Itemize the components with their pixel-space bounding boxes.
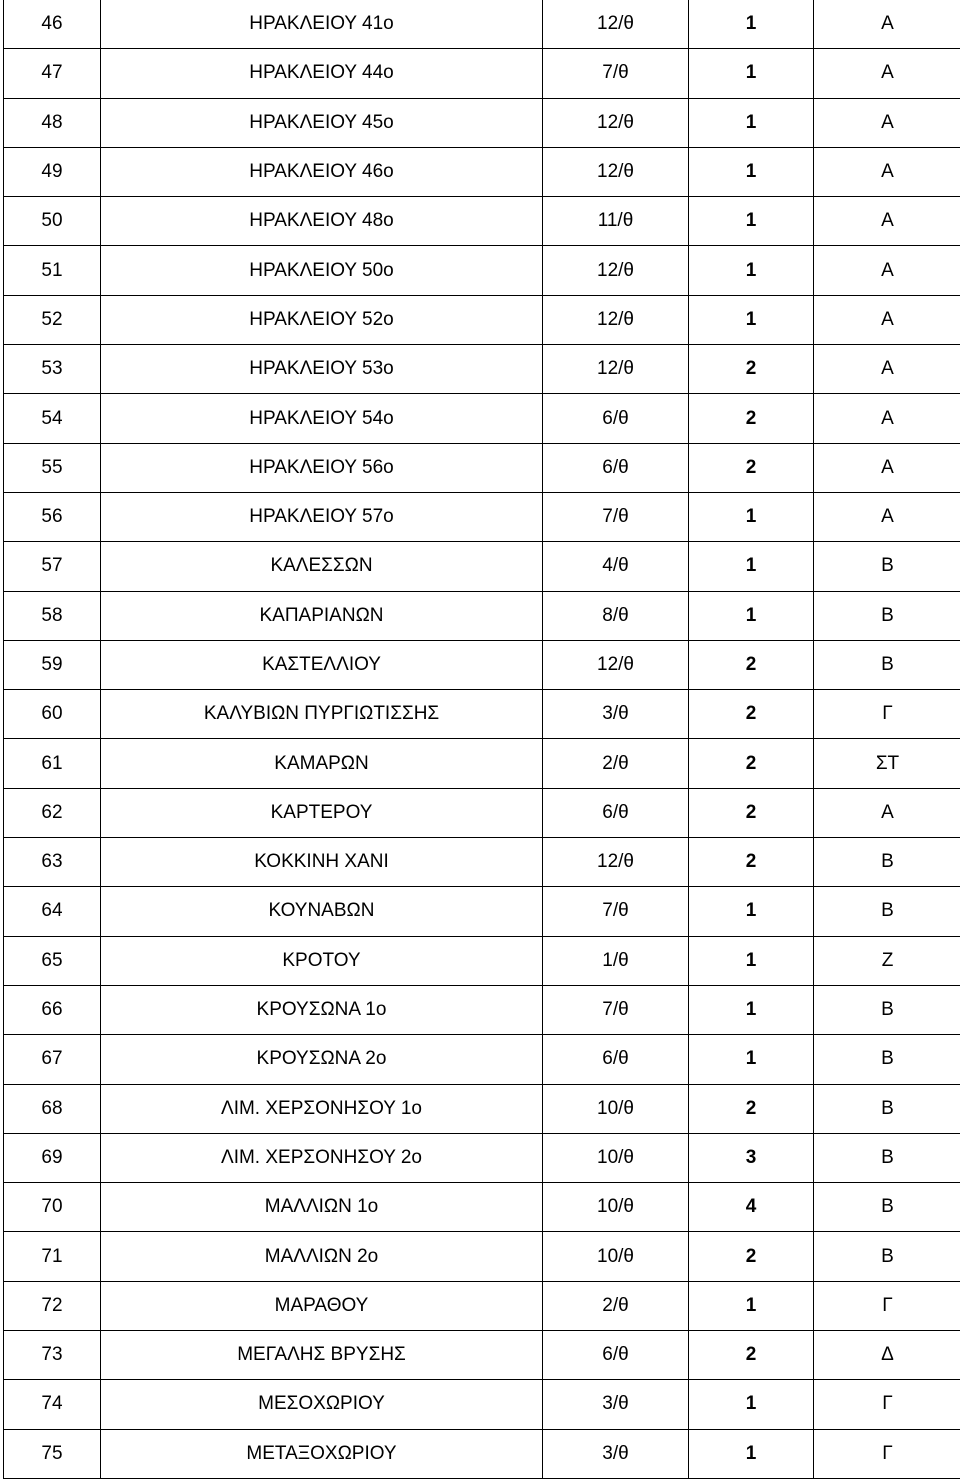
table-row [4, 49, 960, 98]
school-name-cell: ΚΟΚΚΙΝΗ ΧΑΝΙ [101, 838, 543, 887]
count-cell: 1 [689, 197, 814, 246]
row-number-cell: 67 [4, 1035, 101, 1084]
row-number-cell: 52 [4, 295, 101, 344]
table-row [4, 1331, 960, 1380]
category-cell: Β [814, 1084, 960, 1133]
row-number-cell: 61 [4, 739, 101, 788]
row-number-cell: 53 [4, 345, 101, 394]
count-cell: 1 [689, 0, 814, 49]
count-cell: 2 [689, 838, 814, 887]
school-size-cell: 2/θ [543, 1281, 689, 1330]
count-cell: 1 [689, 887, 814, 936]
school-name-cell: ΜΑΡΑΘΟΥ [101, 1281, 543, 1330]
category-cell: Β [814, 887, 960, 936]
category-cell: Α [814, 394, 960, 443]
category-cell: Α [814, 345, 960, 394]
category-cell: Α [814, 98, 960, 147]
school-name-cell: ΚΡΟΥΣΩΝΑ 2ο [101, 1035, 543, 1084]
count-cell: 1 [689, 1429, 814, 1478]
school-size-cell: 7/θ [543, 492, 689, 541]
row-number-cell: 51 [4, 246, 101, 295]
table-row [4, 1281, 960, 1330]
row-number-cell: 54 [4, 394, 101, 443]
table-row [4, 690, 960, 739]
school-size-cell: 10/θ [543, 1133, 689, 1182]
table-row [4, 936, 960, 985]
school-name-cell: ΚΑΜΑΡΩΝ [101, 739, 543, 788]
table-row [4, 492, 960, 541]
row-number-cell: 62 [4, 788, 101, 837]
row-number-cell: 74 [4, 1380, 101, 1429]
count-cell: 2 [689, 394, 814, 443]
count-cell: 4 [689, 1183, 814, 1232]
category-cell: Β [814, 838, 960, 887]
count-cell: 1 [689, 985, 814, 1034]
count-cell: 2 [689, 640, 814, 689]
count-cell: 1 [689, 1380, 814, 1429]
row-number-cell: 69 [4, 1133, 101, 1182]
table-body [4, 0, 960, 1478]
count-cell: 2 [689, 739, 814, 788]
table-row [4, 640, 960, 689]
category-cell: Β [814, 985, 960, 1034]
row-number-cell: 64 [4, 887, 101, 936]
count-cell: 2 [689, 345, 814, 394]
school-size-cell: 7/θ [543, 49, 689, 98]
category-cell: Α [814, 246, 960, 295]
category-cell: Α [814, 492, 960, 541]
school-size-cell: 12/θ [543, 838, 689, 887]
count-cell: 2 [689, 690, 814, 739]
school-name-cell: ΜΕΤΑΞΟΧΩΡΙΟΥ [101, 1429, 543, 1478]
category-cell: Β [814, 1183, 960, 1232]
school-name-cell: ΜΕΓΑΛΗΣ ΒΡΥΣΗΣ [101, 1331, 543, 1380]
school-size-cell: 6/θ [543, 394, 689, 443]
category-cell: Γ [814, 1281, 960, 1330]
count-cell: 1 [689, 98, 814, 147]
school-name-cell: ΜΕΣΟΧΩΡΙΟΥ [101, 1380, 543, 1429]
school-name-cell: ΛΙΜ. ΧΕΡΣΟΝΗΣΟΥ 1ο [101, 1084, 543, 1133]
count-cell: 2 [689, 788, 814, 837]
table-row [4, 98, 960, 147]
school-size-cell: 1/θ [543, 936, 689, 985]
category-cell: Α [814, 197, 960, 246]
school-name-cell: ΗΡΑΚΛΕΙΟΥ 44ο [101, 49, 543, 98]
count-cell: 1 [689, 246, 814, 295]
category-cell: Α [814, 443, 960, 492]
table-row [4, 1183, 960, 1232]
school-name-cell: ΗΡΑΚΛΕΙΟΥ 45ο [101, 98, 543, 147]
count-cell: 3 [689, 1133, 814, 1182]
table-row [4, 1429, 960, 1478]
category-cell: Β [814, 640, 960, 689]
count-cell: 1 [689, 936, 814, 985]
school-size-cell: 4/θ [543, 542, 689, 591]
row-number-cell: 71 [4, 1232, 101, 1281]
table-row [4, 1084, 960, 1133]
school-name-cell: ΗΡΑΚΛΕΙΟΥ 50ο [101, 246, 543, 295]
row-number-cell: 73 [4, 1331, 101, 1380]
school-size-cell: 3/θ [543, 690, 689, 739]
school-name-cell: ΚΡΟΥΣΩΝΑ 1ο [101, 985, 543, 1034]
row-number-cell: 60 [4, 690, 101, 739]
category-cell: Α [814, 295, 960, 344]
school-size-cell: 12/θ [543, 345, 689, 394]
row-number-cell: 72 [4, 1281, 101, 1330]
school-size-cell: 10/θ [543, 1084, 689, 1133]
school-size-cell: 12/θ [543, 246, 689, 295]
school-size-cell: 2/θ [543, 739, 689, 788]
count-cell: 1 [689, 1281, 814, 1330]
school-name-cell: ΗΡΑΚΛΕΙΟΥ 53ο [101, 345, 543, 394]
row-number-cell: 55 [4, 443, 101, 492]
school-name-cell: ΚΑΡΤΕΡΟΥ [101, 788, 543, 837]
count-cell: 1 [689, 591, 814, 640]
school-name-cell: ΚΡΟΤΟΥ [101, 936, 543, 985]
school-size-cell: 12/θ [543, 640, 689, 689]
row-number-cell: 65 [4, 936, 101, 985]
count-cell: 2 [689, 1232, 814, 1281]
count-cell: 1 [689, 1035, 814, 1084]
table-row [4, 394, 960, 443]
count-cell: 2 [689, 1084, 814, 1133]
row-number-cell: 57 [4, 542, 101, 591]
category-cell: Β [814, 591, 960, 640]
school-name-cell: ΚΑΛΥΒΙΩΝ ΠΥΡΓΙΩΤΙΣΣΗΣ [101, 690, 543, 739]
category-cell: Α [814, 0, 960, 49]
row-number-cell: 70 [4, 1183, 101, 1232]
table-row [4, 887, 960, 936]
school-name-cell: ΗΡΑΚΛΕΙΟΥ 54ο [101, 394, 543, 443]
table-row [4, 1035, 960, 1084]
row-number-cell: 66 [4, 985, 101, 1034]
category-cell: Β [814, 542, 960, 591]
school-size-cell: 3/θ [543, 1380, 689, 1429]
count-cell: 1 [689, 492, 814, 541]
table-row [4, 1133, 960, 1182]
category-cell: Β [814, 1035, 960, 1084]
school-name-cell: ΚΟΥΝΑΒΩΝ [101, 887, 543, 936]
school-size-cell: 11/θ [543, 197, 689, 246]
school-size-cell: 12/θ [543, 98, 689, 147]
school-name-cell: ΗΡΑΚΛΕΙΟΥ 46ο [101, 147, 543, 196]
row-number-cell: 56 [4, 492, 101, 541]
category-cell: Β [814, 1133, 960, 1182]
row-number-cell: 50 [4, 197, 101, 246]
table-row [4, 739, 960, 788]
row-number-cell: 59 [4, 640, 101, 689]
row-number-cell: 48 [4, 98, 101, 147]
category-cell: Γ [814, 690, 960, 739]
category-cell: Γ [814, 1429, 960, 1478]
table-row [4, 1232, 960, 1281]
table-row [4, 345, 960, 394]
school-size-cell: 8/θ [543, 591, 689, 640]
count-cell: 1 [689, 295, 814, 344]
table-row [4, 246, 960, 295]
school-name-cell: ΚΑΛΕΣΣΩΝ [101, 542, 543, 591]
category-cell: Α [814, 147, 960, 196]
school-size-cell: 6/θ [543, 1331, 689, 1380]
schools-table [3, 0, 960, 1479]
table-row [4, 147, 960, 196]
school-name-cell: ΚΑΠΑΡΙΑΝΩΝ [101, 591, 543, 640]
table-row [4, 1380, 960, 1429]
school-size-cell: 6/θ [543, 1035, 689, 1084]
count-cell: 2 [689, 1331, 814, 1380]
table-row [4, 985, 960, 1034]
count-cell: 1 [689, 542, 814, 591]
category-cell: Δ [814, 1331, 960, 1380]
row-number-cell: 63 [4, 838, 101, 887]
table-row [4, 591, 960, 640]
table-row [4, 838, 960, 887]
school-size-cell: 6/θ [543, 443, 689, 492]
school-size-cell: 3/θ [543, 1429, 689, 1478]
school-size-cell: 12/θ [543, 147, 689, 196]
school-size-cell: 7/θ [543, 985, 689, 1034]
school-size-cell: 10/θ [543, 1183, 689, 1232]
category-cell: ΣΤ [814, 739, 960, 788]
school-name-cell: ΗΡΑΚΛΕΙΟΥ 56ο [101, 443, 543, 492]
category-cell: Α [814, 49, 960, 98]
table-row [4, 788, 960, 837]
row-number-cell: 49 [4, 147, 101, 196]
count-cell: 1 [689, 49, 814, 98]
school-size-cell: 10/θ [543, 1232, 689, 1281]
row-number-cell: 68 [4, 1084, 101, 1133]
category-cell: Β [814, 1232, 960, 1281]
row-number-cell: 46 [4, 0, 101, 49]
table-row [4, 542, 960, 591]
school-size-cell: 7/θ [543, 887, 689, 936]
row-number-cell: 75 [4, 1429, 101, 1478]
table-row [4, 0, 960, 49]
school-name-cell: ΚΑΣΤΕΛΛΙΟΥ [101, 640, 543, 689]
count-cell: 1 [689, 147, 814, 196]
school-name-cell: ΛΙΜ. ΧΕΡΣΟΝΗΣΟΥ 2ο [101, 1133, 543, 1182]
category-cell: Γ [814, 1380, 960, 1429]
table-row [4, 197, 960, 246]
school-name-cell: ΜΑΛΛΙΩΝ 1ο [101, 1183, 543, 1232]
school-size-cell: 12/θ [543, 0, 689, 49]
table-row [4, 443, 960, 492]
row-number-cell: 47 [4, 49, 101, 98]
school-name-cell: ΜΑΛΛΙΩΝ 2ο [101, 1232, 543, 1281]
category-cell: Ζ [814, 936, 960, 985]
school-name-cell: ΗΡΑΚΛΕΙΟΥ 41ο [101, 0, 543, 49]
school-size-cell: 12/θ [543, 295, 689, 344]
row-number-cell: 58 [4, 591, 101, 640]
table-row [4, 295, 960, 344]
school-name-cell: ΗΡΑΚΛΕΙΟΥ 57ο [101, 492, 543, 541]
school-size-cell: 6/θ [543, 788, 689, 837]
count-cell: 2 [689, 443, 814, 492]
school-name-cell: ΗΡΑΚΛΕΙΟΥ 52ο [101, 295, 543, 344]
school-name-cell: ΗΡΑΚΛΕΙΟΥ 48ο [101, 197, 543, 246]
category-cell: Α [814, 788, 960, 837]
